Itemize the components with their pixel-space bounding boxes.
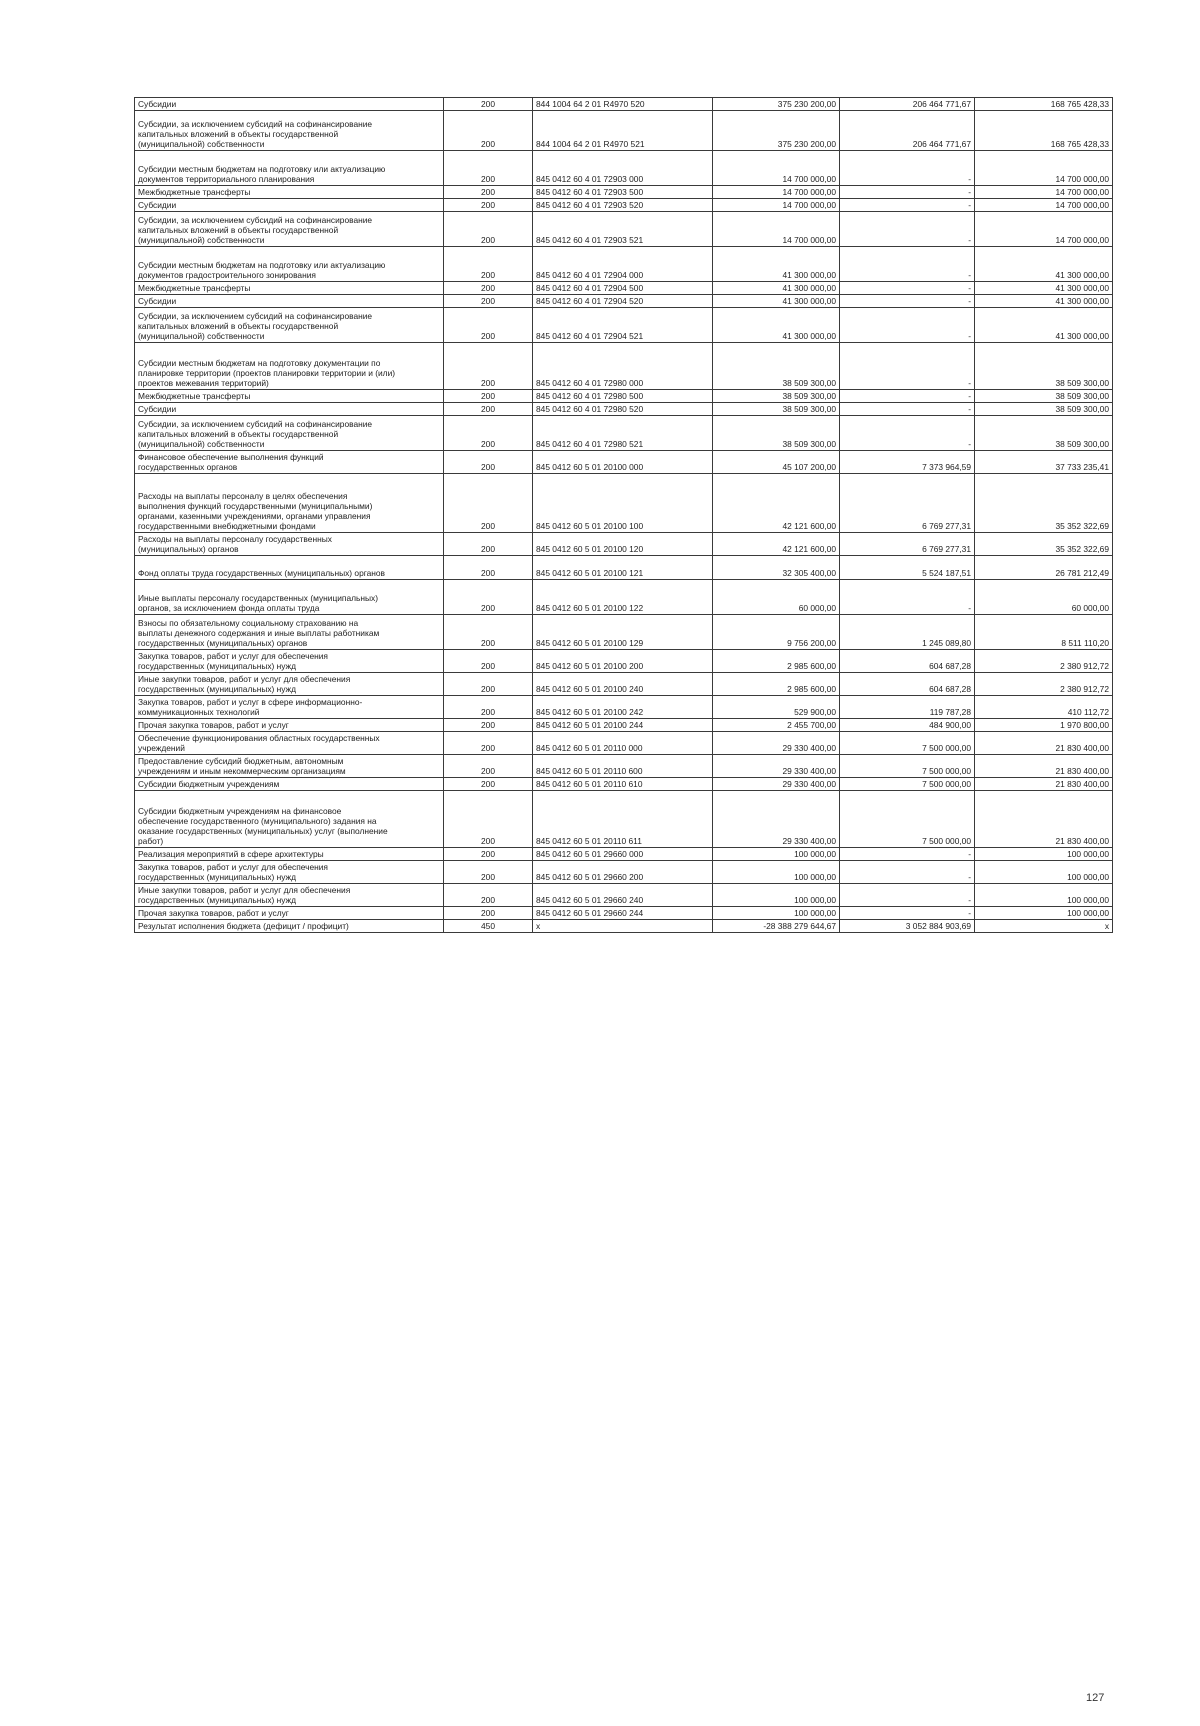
row-classification-code: 845 0412 60 4 01 72903 520 [533, 199, 713, 212]
row-unexecuted-amount: 14 700 000,00 [975, 186, 1113, 199]
row-name: Субсидии [135, 295, 444, 308]
row-line-code: 200 [444, 650, 533, 673]
row-approved-amount: 100 000,00 [713, 884, 840, 907]
row-unexecuted-amount: 26 781 212,49 [975, 556, 1113, 580]
row-executed-amount: - [840, 343, 975, 390]
row-executed-amount: 3 052 884 903,69 [840, 920, 975, 933]
row-name: Субсидии [135, 199, 444, 212]
row-unexecuted-amount: 14 700 000,00 [975, 151, 1113, 186]
row-classification-code: 845 0412 60 4 01 72904 520 [533, 295, 713, 308]
row-classification-code: 845 0412 60 4 01 72980 500 [533, 390, 713, 403]
row-classification-code: 845 0412 60 5 01 20100 120 [533, 533, 713, 556]
row-line-code: 200 [444, 98, 533, 111]
row-classification-code: x [533, 920, 713, 933]
row-approved-amount: 529 900,00 [713, 696, 840, 719]
row-approved-amount: 38 509 300,00 [713, 390, 840, 403]
row-line-code: 200 [444, 533, 533, 556]
table-row [135, 403, 1113, 416]
table-row [135, 390, 1113, 403]
row-classification-code: 845 0412 60 5 01 20100 244 [533, 719, 713, 732]
row-name: Прочая закупка товаров, работ и услуг [135, 719, 444, 732]
row-approved-amount: 42 121 600,00 [713, 474, 840, 533]
row-line-code: 200 [444, 778, 533, 791]
row-line-code: 200 [444, 861, 533, 884]
table-row [135, 212, 1113, 247]
row-name: Межбюджетные трансферты [135, 186, 444, 199]
row-classification-code: 845 0412 60 5 01 29660 000 [533, 848, 713, 861]
row-line-code: 450 [444, 920, 533, 933]
row-name: Закупка товаров, работ и услуг для обеспечения государственных (муниципальных) нужд [135, 861, 444, 884]
row-name: Субсидии, за исключением субсидий на софинансирование капитальных вложений в объекты государственной (муниципальной) собственности [135, 212, 444, 247]
row-executed-amount: 5 524 187,51 [840, 556, 975, 580]
row-executed-amount: - [840, 861, 975, 884]
row-line-code: 200 [444, 390, 533, 403]
row-executed-amount: 6 769 277,31 [840, 533, 975, 556]
row-approved-amount: 41 300 000,00 [713, 308, 840, 343]
row-classification-code: 845 0412 60 5 01 20100 100 [533, 474, 713, 533]
row-classification-code: 845 0412 60 5 01 20110 000 [533, 732, 713, 755]
row-executed-amount: - [840, 580, 975, 615]
table-row [135, 755, 1113, 778]
row-name: Субсидии бюджетным учреждениям на финансовое обеспечение государственного (муниципального) задания на оказание государственных (муниципальных) услуг (выполнение работ) [135, 791, 444, 848]
row-classification-code: 845 0412 60 5 01 20100 242 [533, 696, 713, 719]
row-classification-code: 845 0412 60 4 01 72980 000 [533, 343, 713, 390]
row-classification-code: 845 0412 60 5 01 20110 600 [533, 755, 713, 778]
row-classification-code: 845 0412 60 5 01 20100 240 [533, 673, 713, 696]
row-classification-code: 845 0412 60 5 01 20100 000 [533, 451, 713, 474]
table-row [135, 580, 1113, 615]
row-unexecuted-amount: 1 970 800,00 [975, 719, 1113, 732]
row-classification-code: 845 0412 60 5 01 29660 200 [533, 861, 713, 884]
row-executed-amount: - [840, 212, 975, 247]
row-line-code: 200 [444, 308, 533, 343]
row-executed-amount: - [840, 390, 975, 403]
row-executed-amount: - [840, 848, 975, 861]
row-line-code: 200 [444, 556, 533, 580]
row-unexecuted-amount: 2 380 912,72 [975, 673, 1113, 696]
row-approved-amount: 14 700 000,00 [713, 151, 840, 186]
row-name: Обеспечение функционирования областных государственных учреждений [135, 732, 444, 755]
row-classification-code: 845 0412 60 5 01 20100 200 [533, 650, 713, 673]
row-executed-amount: 206 464 771,67 [840, 98, 975, 111]
row-unexecuted-amount: 38 509 300,00 [975, 343, 1113, 390]
row-approved-amount: 38 509 300,00 [713, 343, 840, 390]
row-unexecuted-amount: 21 830 400,00 [975, 755, 1113, 778]
table-row [135, 650, 1113, 673]
row-unexecuted-amount: 41 300 000,00 [975, 282, 1113, 295]
row-executed-amount: - [840, 416, 975, 451]
row-approved-amount: 2 985 600,00 [713, 650, 840, 673]
table-row [135, 186, 1113, 199]
row-name: Закупка товаров, работ и услуг для обеспечения государственных (муниципальных) нужд [135, 650, 444, 673]
row-line-code: 200 [444, 580, 533, 615]
row-unexecuted-amount: 14 700 000,00 [975, 199, 1113, 212]
table-row [135, 732, 1113, 755]
row-executed-amount: 7 500 000,00 [840, 755, 975, 778]
row-name: Закупка товаров, работ и услуг в сфере информационно- коммуникационных технологий [135, 696, 444, 719]
row-classification-code: 845 0412 60 4 01 72904 000 [533, 247, 713, 282]
row-classification-code: 845 0412 60 5 01 20110 611 [533, 791, 713, 848]
row-approved-amount: 60 000,00 [713, 580, 840, 615]
row-unexecuted-amount: 37 733 235,41 [975, 451, 1113, 474]
table-row [135, 111, 1113, 151]
row-approved-amount: 14 700 000,00 [713, 199, 840, 212]
row-executed-amount: - [840, 247, 975, 282]
row-unexecuted-amount: 100 000,00 [975, 884, 1113, 907]
row-name: Субсидии [135, 403, 444, 416]
row-unexecuted-amount: 168 765 428,33 [975, 111, 1113, 151]
table-row [135, 556, 1113, 580]
row-executed-amount: - [840, 186, 975, 199]
row-unexecuted-amount: 2 380 912,72 [975, 650, 1113, 673]
row-name: Фонд оплаты труда государственных (муниципальных) органов [135, 556, 444, 580]
row-classification-code: 845 0412 60 5 01 29660 240 [533, 884, 713, 907]
row-name: Предоставление субсидий бюджетным, автономным учреждениям и иным некоммерческим организациям [135, 755, 444, 778]
row-line-code: 200 [444, 848, 533, 861]
row-unexecuted-amount: 41 300 000,00 [975, 308, 1113, 343]
row-unexecuted-amount: 100 000,00 [975, 907, 1113, 920]
table-body [135, 98, 1113, 933]
row-executed-amount: 484 900,00 [840, 719, 975, 732]
row-classification-code: 845 0412 60 4 01 72904 500 [533, 282, 713, 295]
row-executed-amount: 119 787,28 [840, 696, 975, 719]
row-unexecuted-amount: 100 000,00 [975, 861, 1113, 884]
table-row [135, 673, 1113, 696]
row-unexecuted-amount: 38 509 300,00 [975, 403, 1113, 416]
row-executed-amount: - [840, 199, 975, 212]
row-line-code: 200 [444, 295, 533, 308]
row-unexecuted-amount: 21 830 400,00 [975, 791, 1113, 848]
row-line-code: 200 [444, 791, 533, 848]
row-approved-amount: 375 230 200,00 [713, 98, 840, 111]
row-unexecuted-amount: 35 352 322,69 [975, 533, 1113, 556]
table-row [135, 199, 1113, 212]
row-classification-code: 845 0412 60 4 01 72980 521 [533, 416, 713, 451]
row-line-code: 200 [444, 151, 533, 186]
row-line-code: 200 [444, 673, 533, 696]
row-unexecuted-amount: 41 300 000,00 [975, 247, 1113, 282]
page-number: 127 [1086, 1692, 1105, 1704]
table-row [135, 884, 1113, 907]
row-classification-code: 845 0412 60 5 01 20100 129 [533, 615, 713, 650]
row-approved-amount: 32 305 400,00 [713, 556, 840, 580]
row-unexecuted-amount: 168 765 428,33 [975, 98, 1113, 111]
row-classification-code: 845 0412 60 4 01 72903 521 [533, 212, 713, 247]
row-line-code: 200 [444, 451, 533, 474]
row-approved-amount: 14 700 000,00 [713, 186, 840, 199]
row-name: Субсидии бюджетным учреждениям [135, 778, 444, 791]
row-classification-code: 845 0412 60 5 01 29660 244 [533, 907, 713, 920]
row-unexecuted-amount: 41 300 000,00 [975, 295, 1113, 308]
row-approved-amount: 100 000,00 [713, 848, 840, 861]
row-approved-amount: 29 330 400,00 [713, 778, 840, 791]
row-classification-code: 844 1004 64 2 01 R4970 521 [533, 111, 713, 151]
row-unexecuted-amount: 14 700 000,00 [975, 212, 1113, 247]
row-executed-amount: - [840, 295, 975, 308]
table-row [135, 151, 1113, 186]
row-unexecuted-amount: x [975, 920, 1113, 933]
row-line-code: 200 [444, 186, 533, 199]
row-approved-amount: 45 107 200,00 [713, 451, 840, 474]
row-executed-amount: - [840, 884, 975, 907]
row-classification-code: 845 0412 60 5 01 20100 122 [533, 580, 713, 615]
row-name: Субсидии [135, 98, 444, 111]
table-row [135, 247, 1113, 282]
row-line-code: 200 [444, 719, 533, 732]
row-executed-amount: 604 687,28 [840, 650, 975, 673]
row-classification-code: 844 1004 64 2 01 R4970 520 [533, 98, 713, 111]
row-name: Межбюджетные трансферты [135, 390, 444, 403]
row-line-code: 200 [444, 907, 533, 920]
row-line-code: 200 [444, 732, 533, 755]
row-executed-amount: 7 500 000,00 [840, 791, 975, 848]
row-line-code: 200 [444, 884, 533, 907]
row-approved-amount: 2 985 600,00 [713, 673, 840, 696]
row-approved-amount: 29 330 400,00 [713, 732, 840, 755]
row-classification-code: 845 0412 60 5 01 20110 610 [533, 778, 713, 791]
row-unexecuted-amount: 21 830 400,00 [975, 778, 1113, 791]
row-executed-amount: 7 373 964,59 [840, 451, 975, 474]
row-name: Финансовое обеспечение выполнения функций государственных органов [135, 451, 444, 474]
row-line-code: 200 [444, 111, 533, 151]
row-executed-amount: 206 464 771,67 [840, 111, 975, 151]
row-approved-amount: 42 121 600,00 [713, 533, 840, 556]
row-executed-amount: - [840, 282, 975, 295]
table-row [135, 282, 1113, 295]
row-line-code: 200 [444, 282, 533, 295]
row-name: Субсидии, за исключением субсидий на софинансирование капитальных вложений в объекты государственной (муниципальной) собственности [135, 308, 444, 343]
row-unexecuted-amount: 35 352 322,69 [975, 474, 1113, 533]
row-approved-amount: 2 455 700,00 [713, 719, 840, 732]
row-name: Взносы по обязательному социальному страхованию на выплаты денежного содержания и иные выплаты работникам государственных (муниципальных) органов [135, 615, 444, 650]
row-executed-amount: 7 500 000,00 [840, 778, 975, 791]
row-approved-amount: 100 000,00 [713, 907, 840, 920]
table-row [135, 474, 1113, 533]
row-unexecuted-amount: 8 511 110,20 [975, 615, 1113, 650]
table-row [135, 295, 1113, 308]
row-approved-amount: 29 330 400,00 [713, 791, 840, 848]
row-name: Иные закупки товаров, работ и услуг для обеспечения государственных (муниципальных) нужд [135, 673, 444, 696]
row-name: Расходы на выплаты персоналу государственных (муниципальных) органов [135, 533, 444, 556]
row-name: Прочая закупка товаров, работ и услуг [135, 907, 444, 920]
table-row [135, 848, 1113, 861]
row-line-code: 200 [444, 416, 533, 451]
row-approved-amount: 41 300 000,00 [713, 282, 840, 295]
row-approved-amount: 9 756 200,00 [713, 615, 840, 650]
row-name: Субсидии местным бюджетам на подготовку или актуализацию документов градостроительного зонирования [135, 247, 444, 282]
row-line-code: 200 [444, 474, 533, 533]
row-name: Субсидии, за исключением субсидий на софинансирование капитальных вложений в объекты государственной (муниципальной) собственности [135, 416, 444, 451]
row-executed-amount: 7 500 000,00 [840, 732, 975, 755]
budget-execution-table [134, 97, 1113, 933]
row-executed-amount: - [840, 907, 975, 920]
row-approved-amount: 375 230 200,00 [713, 111, 840, 151]
table-row [135, 907, 1113, 920]
table-row [135, 343, 1113, 390]
table-row [135, 615, 1113, 650]
row-classification-code: 845 0412 60 4 01 72903 000 [533, 151, 713, 186]
row-name: Реализация мероприятий в сфере архитектуры [135, 848, 444, 861]
row-unexecuted-amount: 38 509 300,00 [975, 390, 1113, 403]
row-executed-amount: - [840, 403, 975, 416]
row-name: Расходы на выплаты персоналу в целях обеспечения выполнения функций государственными (муниципальными) органами, казенными учреждениями, органами управления государственными внебюджетными фондами [135, 474, 444, 533]
table-row [135, 696, 1113, 719]
table-row [135, 920, 1113, 933]
row-unexecuted-amount: 410 112,72 [975, 696, 1113, 719]
row-classification-code: 845 0412 60 4 01 72980 520 [533, 403, 713, 416]
row-approved-amount: 29 330 400,00 [713, 755, 840, 778]
row-classification-code: 845 0412 60 4 01 72903 500 [533, 186, 713, 199]
row-name: Результат исполнения бюджета (дефицит / профицит) [135, 920, 444, 933]
table-row [135, 778, 1113, 791]
row-executed-amount: - [840, 308, 975, 343]
row-approved-amount: 38 509 300,00 [713, 416, 840, 451]
row-unexecuted-amount: 100 000,00 [975, 848, 1113, 861]
row-unexecuted-amount: 21 830 400,00 [975, 732, 1113, 755]
row-approved-amount: -28 388 279 644,67 [713, 920, 840, 933]
row-executed-amount: 6 769 277,31 [840, 474, 975, 533]
table-row [135, 791, 1113, 848]
row-approved-amount: 41 300 000,00 [713, 295, 840, 308]
row-classification-code: 845 0412 60 4 01 72904 521 [533, 308, 713, 343]
row-line-code: 200 [444, 247, 533, 282]
row-line-code: 200 [444, 755, 533, 778]
row-approved-amount: 100 000,00 [713, 861, 840, 884]
row-executed-amount: 604 687,28 [840, 673, 975, 696]
row-approved-amount: 14 700 000,00 [713, 212, 840, 247]
table-row [135, 98, 1113, 111]
table-row [135, 416, 1113, 451]
table-row [135, 308, 1113, 343]
row-name: Межбюджетные трансферты [135, 282, 444, 295]
row-unexecuted-amount: 60 000,00 [975, 580, 1113, 615]
table-row [135, 451, 1113, 474]
row-name: Иные закупки товаров, работ и услуг для обеспечения государственных (муниципальных) нужд [135, 884, 444, 907]
row-name: Субсидии местным бюджетам на подготовку или актуализацию документов территориального планирования [135, 151, 444, 186]
table-row [135, 533, 1113, 556]
row-line-code: 200 [444, 403, 533, 416]
row-executed-amount: 1 245 089,80 [840, 615, 975, 650]
row-name: Иные выплаты персоналу государственных (муниципальных) органов, за исключением фонда оплаты труда [135, 580, 444, 615]
row-name: Субсидии, за исключением субсидий на софинансирование капитальных вложений в объекты государственной (муниципальной) собственности [135, 111, 444, 151]
row-line-code: 200 [444, 343, 533, 390]
table-row [135, 861, 1113, 884]
row-line-code: 200 [444, 696, 533, 719]
row-line-code: 200 [444, 212, 533, 247]
row-line-code: 200 [444, 615, 533, 650]
row-line-code: 200 [444, 199, 533, 212]
row-approved-amount: 41 300 000,00 [713, 247, 840, 282]
row-unexecuted-amount: 38 509 300,00 [975, 416, 1113, 451]
row-name: Субсидии местным бюджетам на подготовку документации по планировке территории (проектов планировки территории и (или) проектов межевания территорий) [135, 343, 444, 390]
row-approved-amount: 38 509 300,00 [713, 403, 840, 416]
row-classification-code: 845 0412 60 5 01 20100 121 [533, 556, 713, 580]
table-row [135, 719, 1113, 732]
row-executed-amount: - [840, 151, 975, 186]
